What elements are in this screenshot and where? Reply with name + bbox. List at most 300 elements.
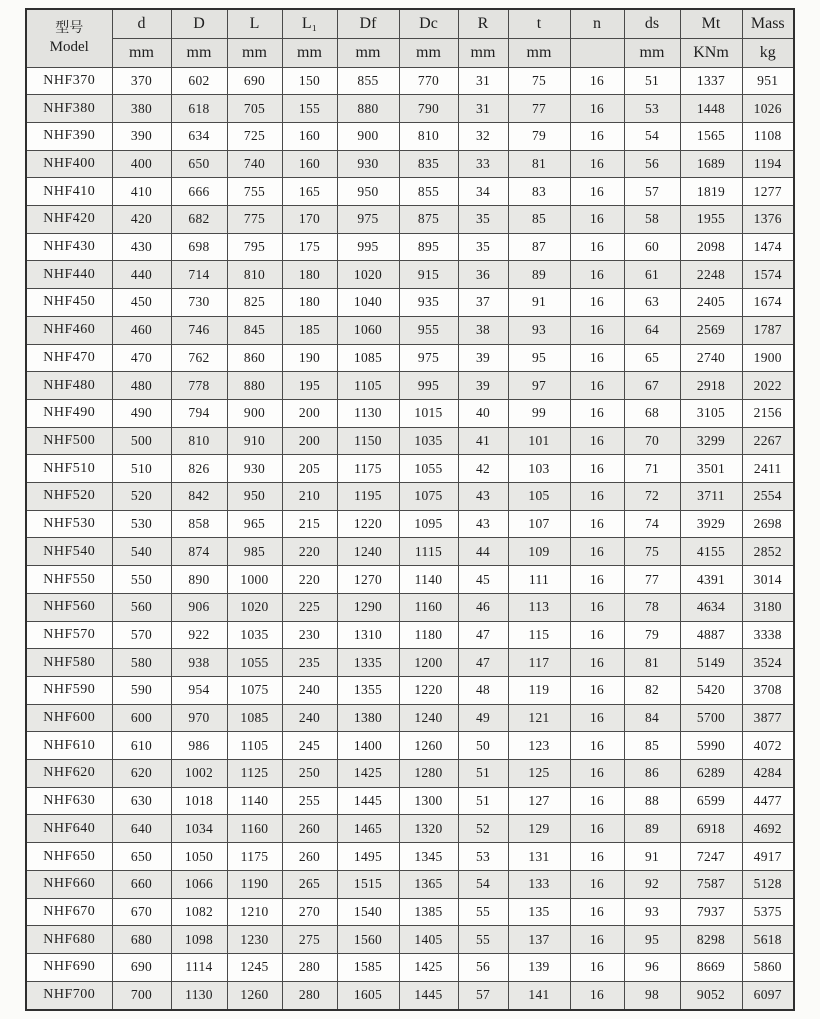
- value-cell: 16: [570, 566, 624, 594]
- value-cell: 1405: [399, 926, 458, 954]
- header-row-labels: [26, 9, 794, 38]
- value-cell: 91: [508, 289, 570, 317]
- value-cell: 690: [227, 67, 282, 95]
- value-cell: 1095: [399, 510, 458, 538]
- value-cell: 48: [458, 676, 508, 704]
- value-cell: 245: [282, 732, 337, 760]
- value-cell: 725: [227, 122, 282, 150]
- value-cell: 9052: [680, 981, 742, 1010]
- spec-table: [25, 8, 795, 1011]
- value-cell: 265: [282, 870, 337, 898]
- col-header-Df: Df: [337, 9, 399, 38]
- value-cell: 55: [458, 926, 508, 954]
- value-cell: 64: [624, 316, 680, 344]
- value-cell: 400: [112, 150, 171, 178]
- table-row: [26, 483, 794, 511]
- value-cell: 1310: [337, 621, 399, 649]
- value-cell: 3708: [742, 676, 794, 704]
- value-cell: 1689: [680, 150, 742, 178]
- value-cell: 280: [282, 954, 337, 982]
- table-row: [26, 95, 794, 123]
- value-cell: 1385: [399, 898, 458, 926]
- value-cell: 470: [112, 344, 171, 372]
- value-cell: 54: [624, 122, 680, 150]
- value-cell: 113: [508, 593, 570, 621]
- value-cell: 31: [458, 67, 508, 95]
- table-row: [26, 538, 794, 566]
- value-cell: 1066: [171, 870, 227, 898]
- value-cell: 1230: [227, 926, 282, 954]
- value-cell: 540: [112, 538, 171, 566]
- table-header: [26, 9, 794, 67]
- value-cell: 520: [112, 483, 171, 511]
- model-cell: NHF570: [26, 621, 112, 649]
- value-cell: 6097: [742, 981, 794, 1010]
- value-cell: 4692: [742, 815, 794, 843]
- unit-n: [570, 38, 624, 67]
- value-cell: 77: [508, 95, 570, 123]
- value-cell: 6599: [680, 787, 742, 815]
- value-cell: 590: [112, 676, 171, 704]
- value-cell: 47: [458, 649, 508, 677]
- value-cell: 42: [458, 455, 508, 483]
- value-cell: 135: [508, 898, 570, 926]
- value-cell: 1540: [337, 898, 399, 926]
- value-cell: 845: [227, 316, 282, 344]
- value-cell: 380: [112, 95, 171, 123]
- value-cell: 37: [458, 289, 508, 317]
- value-cell: 3501: [680, 455, 742, 483]
- value-cell: 95: [624, 926, 680, 954]
- value-cell: 1082: [171, 898, 227, 926]
- value-cell: 195: [282, 372, 337, 400]
- model-cell: NHF390: [26, 122, 112, 150]
- value-cell: 1034: [171, 815, 227, 843]
- value-cell: 98: [624, 981, 680, 1010]
- table-row: [26, 926, 794, 954]
- value-cell: 51: [458, 787, 508, 815]
- value-cell: 16: [570, 621, 624, 649]
- value-cell: 1108: [742, 122, 794, 150]
- model-cell: NHF620: [26, 760, 112, 788]
- value-cell: 1245: [227, 954, 282, 982]
- value-cell: 670: [112, 898, 171, 926]
- value-cell: 1035: [227, 621, 282, 649]
- value-cell: 1020: [227, 593, 282, 621]
- value-cell: 620: [112, 760, 171, 788]
- value-cell: 16: [570, 981, 624, 1010]
- value-cell: 705: [227, 95, 282, 123]
- table-row: [26, 732, 794, 760]
- value-cell: 5860: [742, 954, 794, 982]
- value-cell: 5700: [680, 704, 742, 732]
- value-cell: 240: [282, 704, 337, 732]
- unit-t: mm: [508, 38, 570, 67]
- value-cell: 1190: [227, 870, 282, 898]
- value-cell: 55: [458, 898, 508, 926]
- model-cell: NHF410: [26, 178, 112, 206]
- col-header-R: R: [458, 9, 508, 38]
- value-cell: 53: [458, 843, 508, 871]
- value-cell: 133: [508, 870, 570, 898]
- value-cell: 52: [458, 815, 508, 843]
- value-cell: 1445: [399, 981, 458, 1010]
- value-cell: 2267: [742, 427, 794, 455]
- value-cell: 890: [171, 566, 227, 594]
- value-cell: 54: [458, 870, 508, 898]
- value-cell: 1220: [337, 510, 399, 538]
- value-cell: 1270: [337, 566, 399, 594]
- value-cell: 3524: [742, 649, 794, 677]
- value-cell: 75: [624, 538, 680, 566]
- value-cell: 370: [112, 67, 171, 95]
- value-cell: 1277: [742, 178, 794, 206]
- value-cell: 225: [282, 593, 337, 621]
- value-cell: 794: [171, 399, 227, 427]
- value-cell: 810: [171, 427, 227, 455]
- value-cell: 975: [337, 206, 399, 234]
- value-cell: 1114: [171, 954, 227, 982]
- value-cell: 1445: [337, 787, 399, 815]
- value-cell: 950: [337, 178, 399, 206]
- model-cell: NHF680: [26, 926, 112, 954]
- table-row: [26, 510, 794, 538]
- table-row: [26, 898, 794, 926]
- value-cell: 91: [624, 843, 680, 871]
- value-cell: 880: [337, 95, 399, 123]
- value-cell: 3180: [742, 593, 794, 621]
- table-row: [26, 843, 794, 871]
- value-cell: 89: [508, 261, 570, 289]
- value-cell: 16: [570, 676, 624, 704]
- value-cell: 1335: [337, 649, 399, 677]
- value-cell: 16: [570, 538, 624, 566]
- value-cell: 77: [624, 566, 680, 594]
- value-cell: 762: [171, 344, 227, 372]
- table-row: [26, 122, 794, 150]
- value-cell: 4917: [742, 843, 794, 871]
- table-row: [26, 787, 794, 815]
- value-cell: 1585: [337, 954, 399, 982]
- value-cell: 1300: [399, 787, 458, 815]
- value-cell: 16: [570, 261, 624, 289]
- value-cell: 5990: [680, 732, 742, 760]
- value-cell: 795: [227, 233, 282, 261]
- value-cell: 85: [624, 732, 680, 760]
- value-cell: 1365: [399, 870, 458, 898]
- value-cell: 200: [282, 427, 337, 455]
- value-cell: 56: [624, 150, 680, 178]
- value-cell: 280: [282, 981, 337, 1010]
- value-cell: 16: [570, 455, 624, 483]
- table-row: [26, 954, 794, 982]
- value-cell: 111: [508, 566, 570, 594]
- model-cell: NHF430: [26, 233, 112, 261]
- value-cell: 2569: [680, 316, 742, 344]
- model-cell: NHF640: [26, 815, 112, 843]
- value-cell: 1240: [399, 704, 458, 732]
- value-cell: 1425: [399, 954, 458, 982]
- value-cell: 95: [508, 344, 570, 372]
- value-cell: 16: [570, 760, 624, 788]
- value-cell: 33: [458, 150, 508, 178]
- value-cell: 170: [282, 206, 337, 234]
- value-cell: 93: [624, 898, 680, 926]
- table-row: [26, 399, 794, 427]
- value-cell: 855: [337, 67, 399, 95]
- model-cell: NHF670: [26, 898, 112, 926]
- value-cell: 78: [624, 593, 680, 621]
- value-cell: 650: [171, 150, 227, 178]
- value-cell: 1495: [337, 843, 399, 871]
- value-cell: 51: [624, 67, 680, 95]
- value-cell: 240: [282, 676, 337, 704]
- value-cell: 1260: [227, 981, 282, 1010]
- value-cell: 906: [171, 593, 227, 621]
- value-cell: 1260: [399, 732, 458, 760]
- value-cell: 35: [458, 206, 508, 234]
- value-cell: 775: [227, 206, 282, 234]
- value-cell: 139: [508, 954, 570, 982]
- value-cell: 1150: [337, 427, 399, 455]
- value-cell: 1605: [337, 981, 399, 1010]
- value-cell: 900: [337, 122, 399, 150]
- col-header-D: D: [171, 9, 227, 38]
- value-cell: 1674: [742, 289, 794, 317]
- value-cell: 500: [112, 427, 171, 455]
- value-cell: 1040: [337, 289, 399, 317]
- col-header-L: L: [227, 9, 282, 38]
- value-cell: 4155: [680, 538, 742, 566]
- value-cell: 16: [570, 732, 624, 760]
- value-cell: 2098: [680, 233, 742, 261]
- unit-Mass: kg: [742, 38, 794, 67]
- value-cell: 580: [112, 649, 171, 677]
- value-cell: 778: [171, 372, 227, 400]
- value-cell: 1195: [337, 483, 399, 511]
- col-header-d: d: [112, 9, 171, 38]
- value-cell: 125: [508, 760, 570, 788]
- value-cell: 5375: [742, 898, 794, 926]
- model-cell: NHF510: [26, 455, 112, 483]
- value-cell: 1210: [227, 898, 282, 926]
- model-cell: NHF440: [26, 261, 112, 289]
- value-cell: 75: [508, 67, 570, 95]
- value-cell: 3014: [742, 566, 794, 594]
- value-cell: 92: [624, 870, 680, 898]
- model-cell: NHF540: [26, 538, 112, 566]
- value-cell: 6918: [680, 815, 742, 843]
- value-cell: 874: [171, 538, 227, 566]
- value-cell: 16: [570, 843, 624, 871]
- value-cell: 2405: [680, 289, 742, 317]
- value-cell: 190: [282, 344, 337, 372]
- value-cell: 842: [171, 483, 227, 511]
- value-cell: 39: [458, 344, 508, 372]
- value-cell: 480: [112, 372, 171, 400]
- table-row: [26, 455, 794, 483]
- model-cell: NHF460: [26, 316, 112, 344]
- unit-ds: mm: [624, 38, 680, 67]
- value-cell: 250: [282, 760, 337, 788]
- value-cell: 16: [570, 150, 624, 178]
- value-cell: 43: [458, 483, 508, 511]
- unit-d: mm: [112, 38, 171, 67]
- value-cell: 682: [171, 206, 227, 234]
- value-cell: 44: [458, 538, 508, 566]
- value-cell: 7247: [680, 843, 742, 871]
- model-cell: NHF520: [26, 483, 112, 511]
- value-cell: 115: [508, 621, 570, 649]
- value-cell: 16: [570, 178, 624, 206]
- value-cell: 440: [112, 261, 171, 289]
- value-cell: 600: [112, 704, 171, 732]
- value-cell: 5618: [742, 926, 794, 954]
- col-header-Mt: Mt: [680, 9, 742, 38]
- value-cell: 97: [508, 372, 570, 400]
- value-cell: 1002: [171, 760, 227, 788]
- value-cell: 123: [508, 732, 570, 760]
- value-cell: 36: [458, 261, 508, 289]
- value-cell: 180: [282, 261, 337, 289]
- value-cell: 220: [282, 538, 337, 566]
- value-cell: 938: [171, 649, 227, 677]
- value-cell: 220: [282, 566, 337, 594]
- table-row: [26, 344, 794, 372]
- value-cell: 185: [282, 316, 337, 344]
- value-cell: 16: [570, 344, 624, 372]
- value-cell: 60: [624, 233, 680, 261]
- value-cell: 746: [171, 316, 227, 344]
- value-cell: 7937: [680, 898, 742, 926]
- value-cell: 16: [570, 233, 624, 261]
- value-cell: 16: [570, 704, 624, 732]
- value-cell: 215: [282, 510, 337, 538]
- value-cell: 72: [624, 483, 680, 511]
- value-cell: 137: [508, 926, 570, 954]
- value-cell: 995: [337, 233, 399, 261]
- value-cell: 87: [508, 233, 570, 261]
- value-cell: 235: [282, 649, 337, 677]
- value-cell: 826: [171, 455, 227, 483]
- value-cell: 1075: [227, 676, 282, 704]
- value-cell: 96: [624, 954, 680, 982]
- value-cell: 922: [171, 621, 227, 649]
- value-cell: 180: [282, 289, 337, 317]
- value-cell: 1345: [399, 843, 458, 871]
- value-cell: 41: [458, 427, 508, 455]
- value-cell: 1574: [742, 261, 794, 289]
- value-cell: 660: [112, 870, 171, 898]
- value-cell: 430: [112, 233, 171, 261]
- table-row: [26, 261, 794, 289]
- value-cell: 1400: [337, 732, 399, 760]
- value-cell: 49: [458, 704, 508, 732]
- value-cell: 2740: [680, 344, 742, 372]
- table-row: [26, 649, 794, 677]
- value-cell: 1130: [337, 399, 399, 427]
- value-cell: 650: [112, 843, 171, 871]
- value-cell: 1465: [337, 815, 399, 843]
- value-cell: 200: [282, 399, 337, 427]
- value-cell: 855: [399, 178, 458, 206]
- value-cell: 2156: [742, 399, 794, 427]
- model-cell: NHF590: [26, 676, 112, 704]
- value-cell: 1448: [680, 95, 742, 123]
- value-cell: 63: [624, 289, 680, 317]
- value-cell: 1355: [337, 676, 399, 704]
- value-cell: 1125: [227, 760, 282, 788]
- value-cell: 1075: [399, 483, 458, 511]
- value-cell: 1000: [227, 566, 282, 594]
- value-cell: 2852: [742, 538, 794, 566]
- col-header-n: n: [570, 9, 624, 38]
- value-cell: 16: [570, 510, 624, 538]
- value-cell: 35: [458, 233, 508, 261]
- value-cell: 1160: [399, 593, 458, 621]
- value-cell: 3877: [742, 704, 794, 732]
- value-cell: 1819: [680, 178, 742, 206]
- value-cell: 602: [171, 67, 227, 95]
- value-cell: 1290: [337, 593, 399, 621]
- value-cell: 88: [624, 787, 680, 815]
- value-cell: 4634: [680, 593, 742, 621]
- unit-Mt: KNm: [680, 38, 742, 67]
- value-cell: 1026: [742, 95, 794, 123]
- model-cell: NHF660: [26, 870, 112, 898]
- value-cell: 165: [282, 178, 337, 206]
- table-row: [26, 372, 794, 400]
- value-cell: 1194: [742, 150, 794, 178]
- value-cell: 1280: [399, 760, 458, 788]
- value-cell: 1085: [227, 704, 282, 732]
- value-cell: 4284: [742, 760, 794, 788]
- value-cell: 230: [282, 621, 337, 649]
- table-row: [26, 566, 794, 594]
- value-cell: 610: [112, 732, 171, 760]
- value-cell: 7587: [680, 870, 742, 898]
- table-row: [26, 150, 794, 178]
- value-cell: 1955: [680, 206, 742, 234]
- value-cell: 1175: [337, 455, 399, 483]
- value-cell: 105: [508, 483, 570, 511]
- table-row: [26, 178, 794, 206]
- table-row: [26, 621, 794, 649]
- unit-Df: mm: [337, 38, 399, 67]
- value-cell: 103: [508, 455, 570, 483]
- value-cell: 690: [112, 954, 171, 982]
- value-cell: 930: [337, 150, 399, 178]
- value-cell: 640: [112, 815, 171, 843]
- value-cell: 490: [112, 399, 171, 427]
- value-cell: 915: [399, 261, 458, 289]
- value-cell: 2918: [680, 372, 742, 400]
- model-cell: NHF530: [26, 510, 112, 538]
- model-cell: NHF370: [26, 67, 112, 95]
- value-cell: 85: [508, 206, 570, 234]
- value-cell: 560: [112, 593, 171, 621]
- value-cell: 1035: [399, 427, 458, 455]
- value-cell: 43: [458, 510, 508, 538]
- value-cell: 1098: [171, 926, 227, 954]
- value-cell: 755: [227, 178, 282, 206]
- model-cell: NHF650: [26, 843, 112, 871]
- value-cell: 1220: [399, 676, 458, 704]
- table-row: [26, 760, 794, 788]
- value-cell: 56: [458, 954, 508, 982]
- model-cell: NHF400: [26, 150, 112, 178]
- value-cell: 16: [570, 954, 624, 982]
